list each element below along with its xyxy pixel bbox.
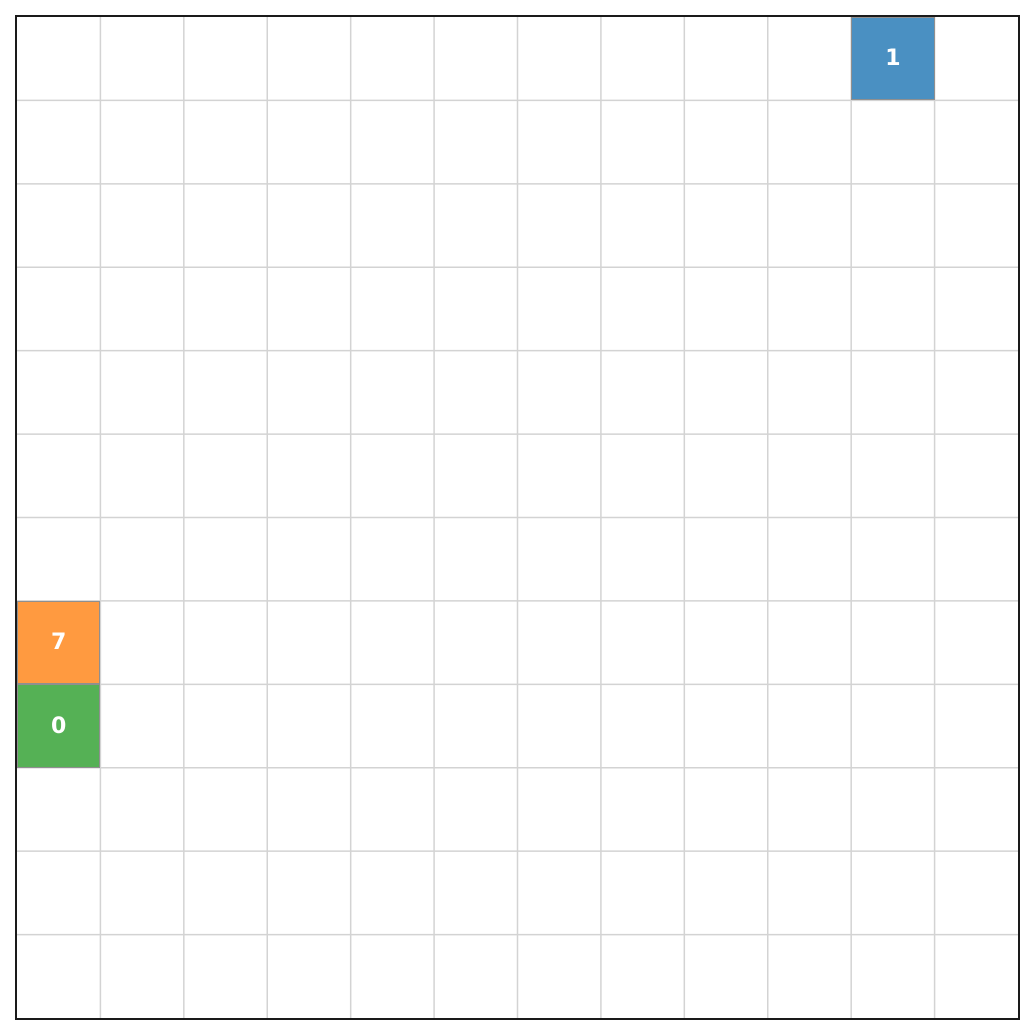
game-board [15,15,1020,1020]
tile-0[interactable]: 0 [17,684,100,767]
grid-lines [17,17,1018,1018]
tile-1[interactable]: 1 [851,17,934,100]
tile-7[interactable]: 7 [17,601,100,684]
